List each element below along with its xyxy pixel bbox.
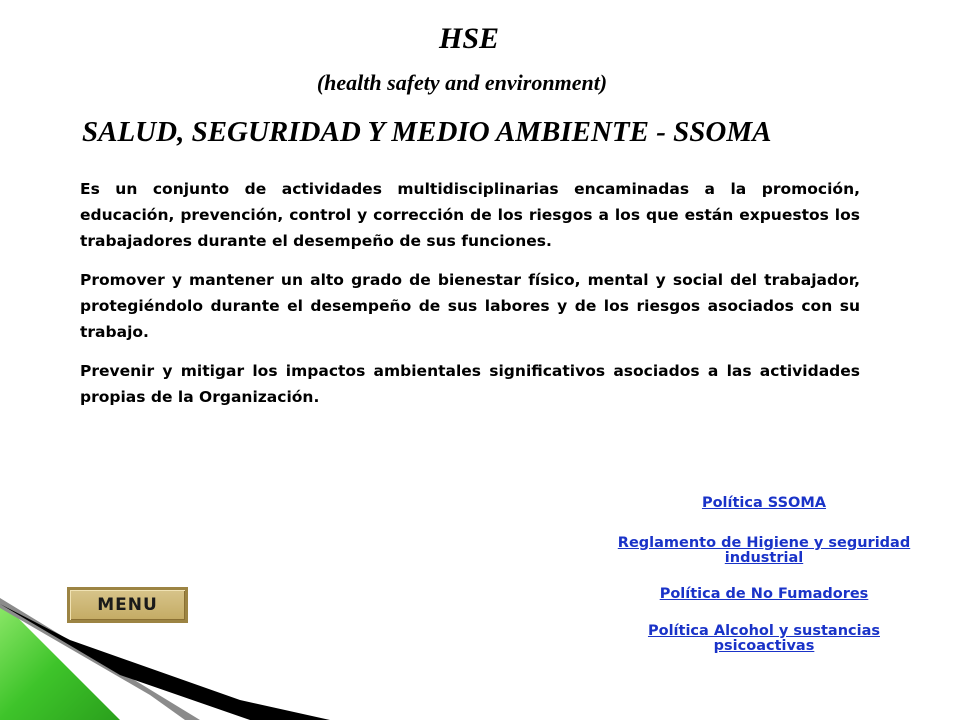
link-politica-no-fumadores[interactable]: Política de No Fumadores	[659, 586, 869, 602]
paragraph-worker-wellbeing: Promover y mantener un alto grado de bienestar físico, mental y social del trabajador, protegiéndolo durante el desempeño de sus labores y de los riesgos asociados con su trabajo.	[80, 271, 860, 341]
policy-links	[596, 496, 932, 654]
menu-button[interactable]: MENU	[67, 587, 188, 623]
page-title: HSE	[438, 22, 500, 55]
paragraph-definition: Es un conjunto de actividades multidisciplinarias encaminadas a la promoción, educación, prevención, control y corrección de los riesgos a los que están expuestos los trabajadores durante el desempeño de sus funciones.	[80, 180, 860, 250]
decorative-swoosh	[0, 560, 330, 720]
section-heading: SALUD, SEGURIDAD Y MEDIO AMBIENTE - SSOMA	[82, 116, 772, 148]
paragraph-environment: Prevenir y mitigar los impactos ambientales significativos asociados a las actividades propias de la Organización.	[80, 362, 860, 406]
link-politica-ssoma[interactable]: Política SSOMA	[701, 495, 827, 511]
page-subtitle: (health safety and environment)	[316, 70, 608, 95]
description-text	[80, 176, 860, 423]
link-politica-alcohol[interactable]: Política Alcohol y sustancias psicoactivas	[647, 623, 880, 654]
link-reglamento-higiene-seguridad[interactable]: Reglamento de Higiene y seguridad industrial	[617, 535, 911, 566]
